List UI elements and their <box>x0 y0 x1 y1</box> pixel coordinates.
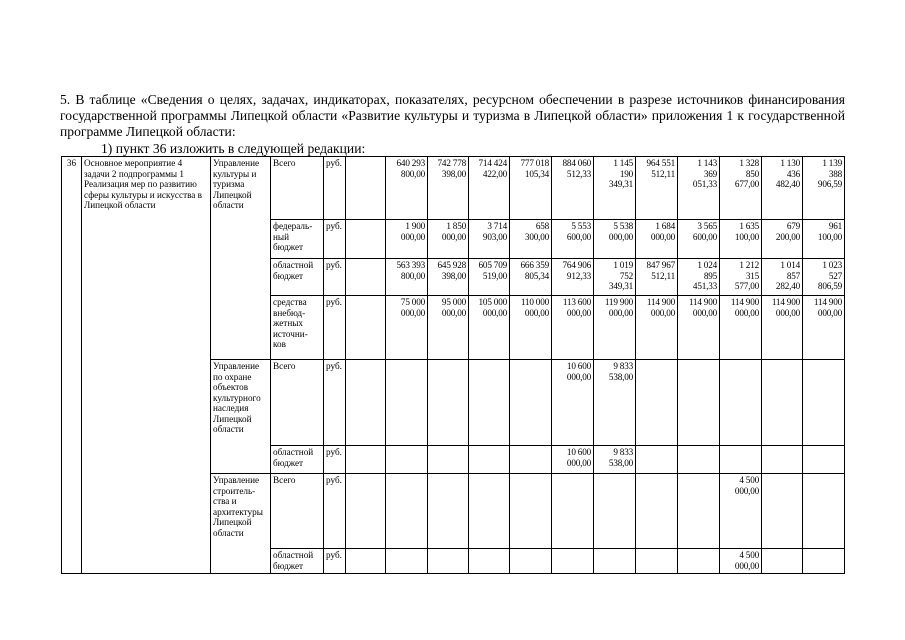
table-row <box>62 157 845 220</box>
value-cell <box>346 474 386 549</box>
value-cell <box>346 157 386 220</box>
value-cell <box>386 474 428 549</box>
value-cell: 1 023 527 806,59 <box>803 259 845 296</box>
value-cell: 4 500 000,00 <box>720 474 762 549</box>
value-cell <box>720 446 762 474</box>
value-cell <box>386 360 428 446</box>
value-cell <box>428 360 469 446</box>
value-cell <box>510 360 552 446</box>
value-cell <box>346 549 386 574</box>
value-cell: 114 900 000,00 <box>762 296 803 360</box>
value-cell <box>636 549 678 574</box>
value-cell: 847 967 512,11 <box>636 259 678 296</box>
value-cell: 884 060 512,33 <box>552 157 594 220</box>
value-cell <box>346 360 386 446</box>
value-cell: 777 018 105,34 <box>510 157 552 220</box>
value-cell: 1 635 100,00 <box>720 220 762 259</box>
value-cell <box>636 360 678 446</box>
value-cell <box>428 549 469 574</box>
value-cell: 5 553 600,00 <box>552 220 594 259</box>
value-cell <box>428 474 469 549</box>
source-cell: федераль- ный бюджет <box>271 220 324 259</box>
value-cell <box>636 474 678 549</box>
value-cell: 10 600 000,00 <box>552 446 594 474</box>
value-cell <box>678 360 720 446</box>
value-cell: 95 000 000,00 <box>428 296 469 360</box>
executor-cell: Управление строитель-ства и архитектуры Липецкой области <box>211 474 271 574</box>
unit-cell: руб. <box>324 296 346 360</box>
value-cell: 3 714 903,00 <box>469 220 510 259</box>
value-cell <box>510 446 552 474</box>
unit-cell: руб. <box>324 220 346 259</box>
value-cell <box>762 446 803 474</box>
value-cell: 1 328 850 677,00 <box>720 157 762 220</box>
value-cell: 5 538 000,00 <box>594 220 636 259</box>
table-body <box>62 157 845 574</box>
unit-cell: руб. <box>324 549 346 574</box>
value-cell: 1 145 190 349,31 <box>594 157 636 220</box>
value-cell <box>594 549 636 574</box>
value-cell <box>720 360 762 446</box>
value-cell: 105 000 000,00 <box>469 296 510 360</box>
value-cell <box>386 549 428 574</box>
intro-subline: 1) пункт 36 изложить в следующей редакции: <box>101 141 366 156</box>
value-cell: 964 551 512,11 <box>636 157 678 220</box>
value-cell <box>762 549 803 574</box>
unit-cell: руб. <box>324 474 346 549</box>
value-cell: 114 900 000,00 <box>678 296 720 360</box>
value-cell: 114 900 000,00 <box>803 296 845 360</box>
value-cell: 605 709 519,00 <box>469 259 510 296</box>
value-cell <box>552 474 594 549</box>
executor-cell: Управление по охране объектов культурного наследия Липецкой области <box>211 360 271 474</box>
source-cell: областной бюджет <box>271 446 324 474</box>
value-cell: 1 014 857 282,40 <box>762 259 803 296</box>
value-cell <box>803 549 845 574</box>
value-cell: 961 100,00 <box>803 220 845 259</box>
value-cell: 113 600 000,00 <box>552 296 594 360</box>
value-cell: 1 143 369 051,33 <box>678 157 720 220</box>
executor-cell: Управление культуры и туризма Липецкой области <box>211 157 271 360</box>
value-cell: 742 778 398,00 <box>428 157 469 220</box>
value-cell <box>762 360 803 446</box>
value-cell: 3 565 600,00 <box>678 220 720 259</box>
unit-cell: руб. <box>324 157 346 220</box>
value-cell <box>678 474 720 549</box>
value-cell <box>469 474 510 549</box>
source-cell: Всего <box>271 157 324 220</box>
value-cell: 4 500 000,00 <box>720 549 762 574</box>
value-cell: 666 359 805,34 <box>510 259 552 296</box>
value-cell: 119 900 000,00 <box>594 296 636 360</box>
source-cell: областной бюджет <box>271 259 324 296</box>
value-cell: 114 900 000,00 <box>636 296 678 360</box>
value-cell <box>346 296 386 360</box>
value-cell: 1 130 436 482,40 <box>762 157 803 220</box>
value-cell <box>386 446 428 474</box>
value-cell <box>428 446 469 474</box>
value-cell: 114 900 000,00 <box>720 296 762 360</box>
source-cell: Всего <box>271 474 324 549</box>
value-cell <box>678 446 720 474</box>
value-cell <box>469 446 510 474</box>
value-cell: 1 212 315 577,00 <box>720 259 762 296</box>
value-cell: 714 424 422,00 <box>469 157 510 220</box>
value-cell: 1 139 388 906,59 <box>803 157 845 220</box>
value-cell <box>469 549 510 574</box>
value-cell <box>636 446 678 474</box>
intro-paragraph: 5. В таблице «Сведения о целях, задачах, индикаторах, показателях, ресурсном обеспечении в разрезе источников финансирования государственной программы Липецкой области «Развитие культуры и туризма в Липецкой области» приложения 1 к государственной программе Липецкой области: <box>60 92 845 139</box>
budget-table <box>61 156 845 574</box>
source-cell: областной бюджет <box>271 549 324 574</box>
value-cell: 1 900 000,00 <box>386 220 428 259</box>
value-cell <box>346 220 386 259</box>
value-cell <box>594 474 636 549</box>
value-cell: 764 906 912,33 <box>552 259 594 296</box>
value-cell: 563 393 800,00 <box>386 259 428 296</box>
value-cell: 640 293 800,00 <box>386 157 428 220</box>
source-cell: средства внебюд- жетных источни- ков <box>271 296 324 360</box>
value-cell <box>510 474 552 549</box>
row-number: 36 <box>62 157 82 574</box>
value-cell: 1 024 895 451,33 <box>678 259 720 296</box>
value-cell <box>469 360 510 446</box>
value-cell: 1 850 000,00 <box>428 220 469 259</box>
unit-cell: руб. <box>324 360 346 446</box>
value-cell: 10 600 000,00 <box>552 360 594 446</box>
value-cell: 9 833 538,00 <box>594 446 636 474</box>
value-cell <box>803 474 845 549</box>
value-cell: 658 300,00 <box>510 220 552 259</box>
value-cell <box>510 549 552 574</box>
value-cell: 9 833 538,00 <box>594 360 636 446</box>
value-cell <box>678 549 720 574</box>
unit-cell: руб. <box>324 259 346 296</box>
measure-name: Основное мероприятие 4 задачи 2 подпрограммы 1 Реализация мер по развитию сферы культуры и искусства в Липецкой области <box>82 157 211 574</box>
value-cell: 75 000 000,00 <box>386 296 428 360</box>
value-cell <box>346 259 386 296</box>
source-cell: Всего <box>271 360 324 446</box>
value-cell <box>552 549 594 574</box>
value-cell: 1 019 752 349,31 <box>594 259 636 296</box>
value-cell: 110 000 000,00 <box>510 296 552 360</box>
value-cell: 679 200,00 <box>762 220 803 259</box>
value-cell <box>803 360 845 446</box>
value-cell <box>346 446 386 474</box>
value-cell <box>803 446 845 474</box>
value-cell <box>762 474 803 549</box>
unit-cell: руб. <box>324 446 346 474</box>
value-cell: 1 684 000,00 <box>636 220 678 259</box>
value-cell: 645 928 398,00 <box>428 259 469 296</box>
